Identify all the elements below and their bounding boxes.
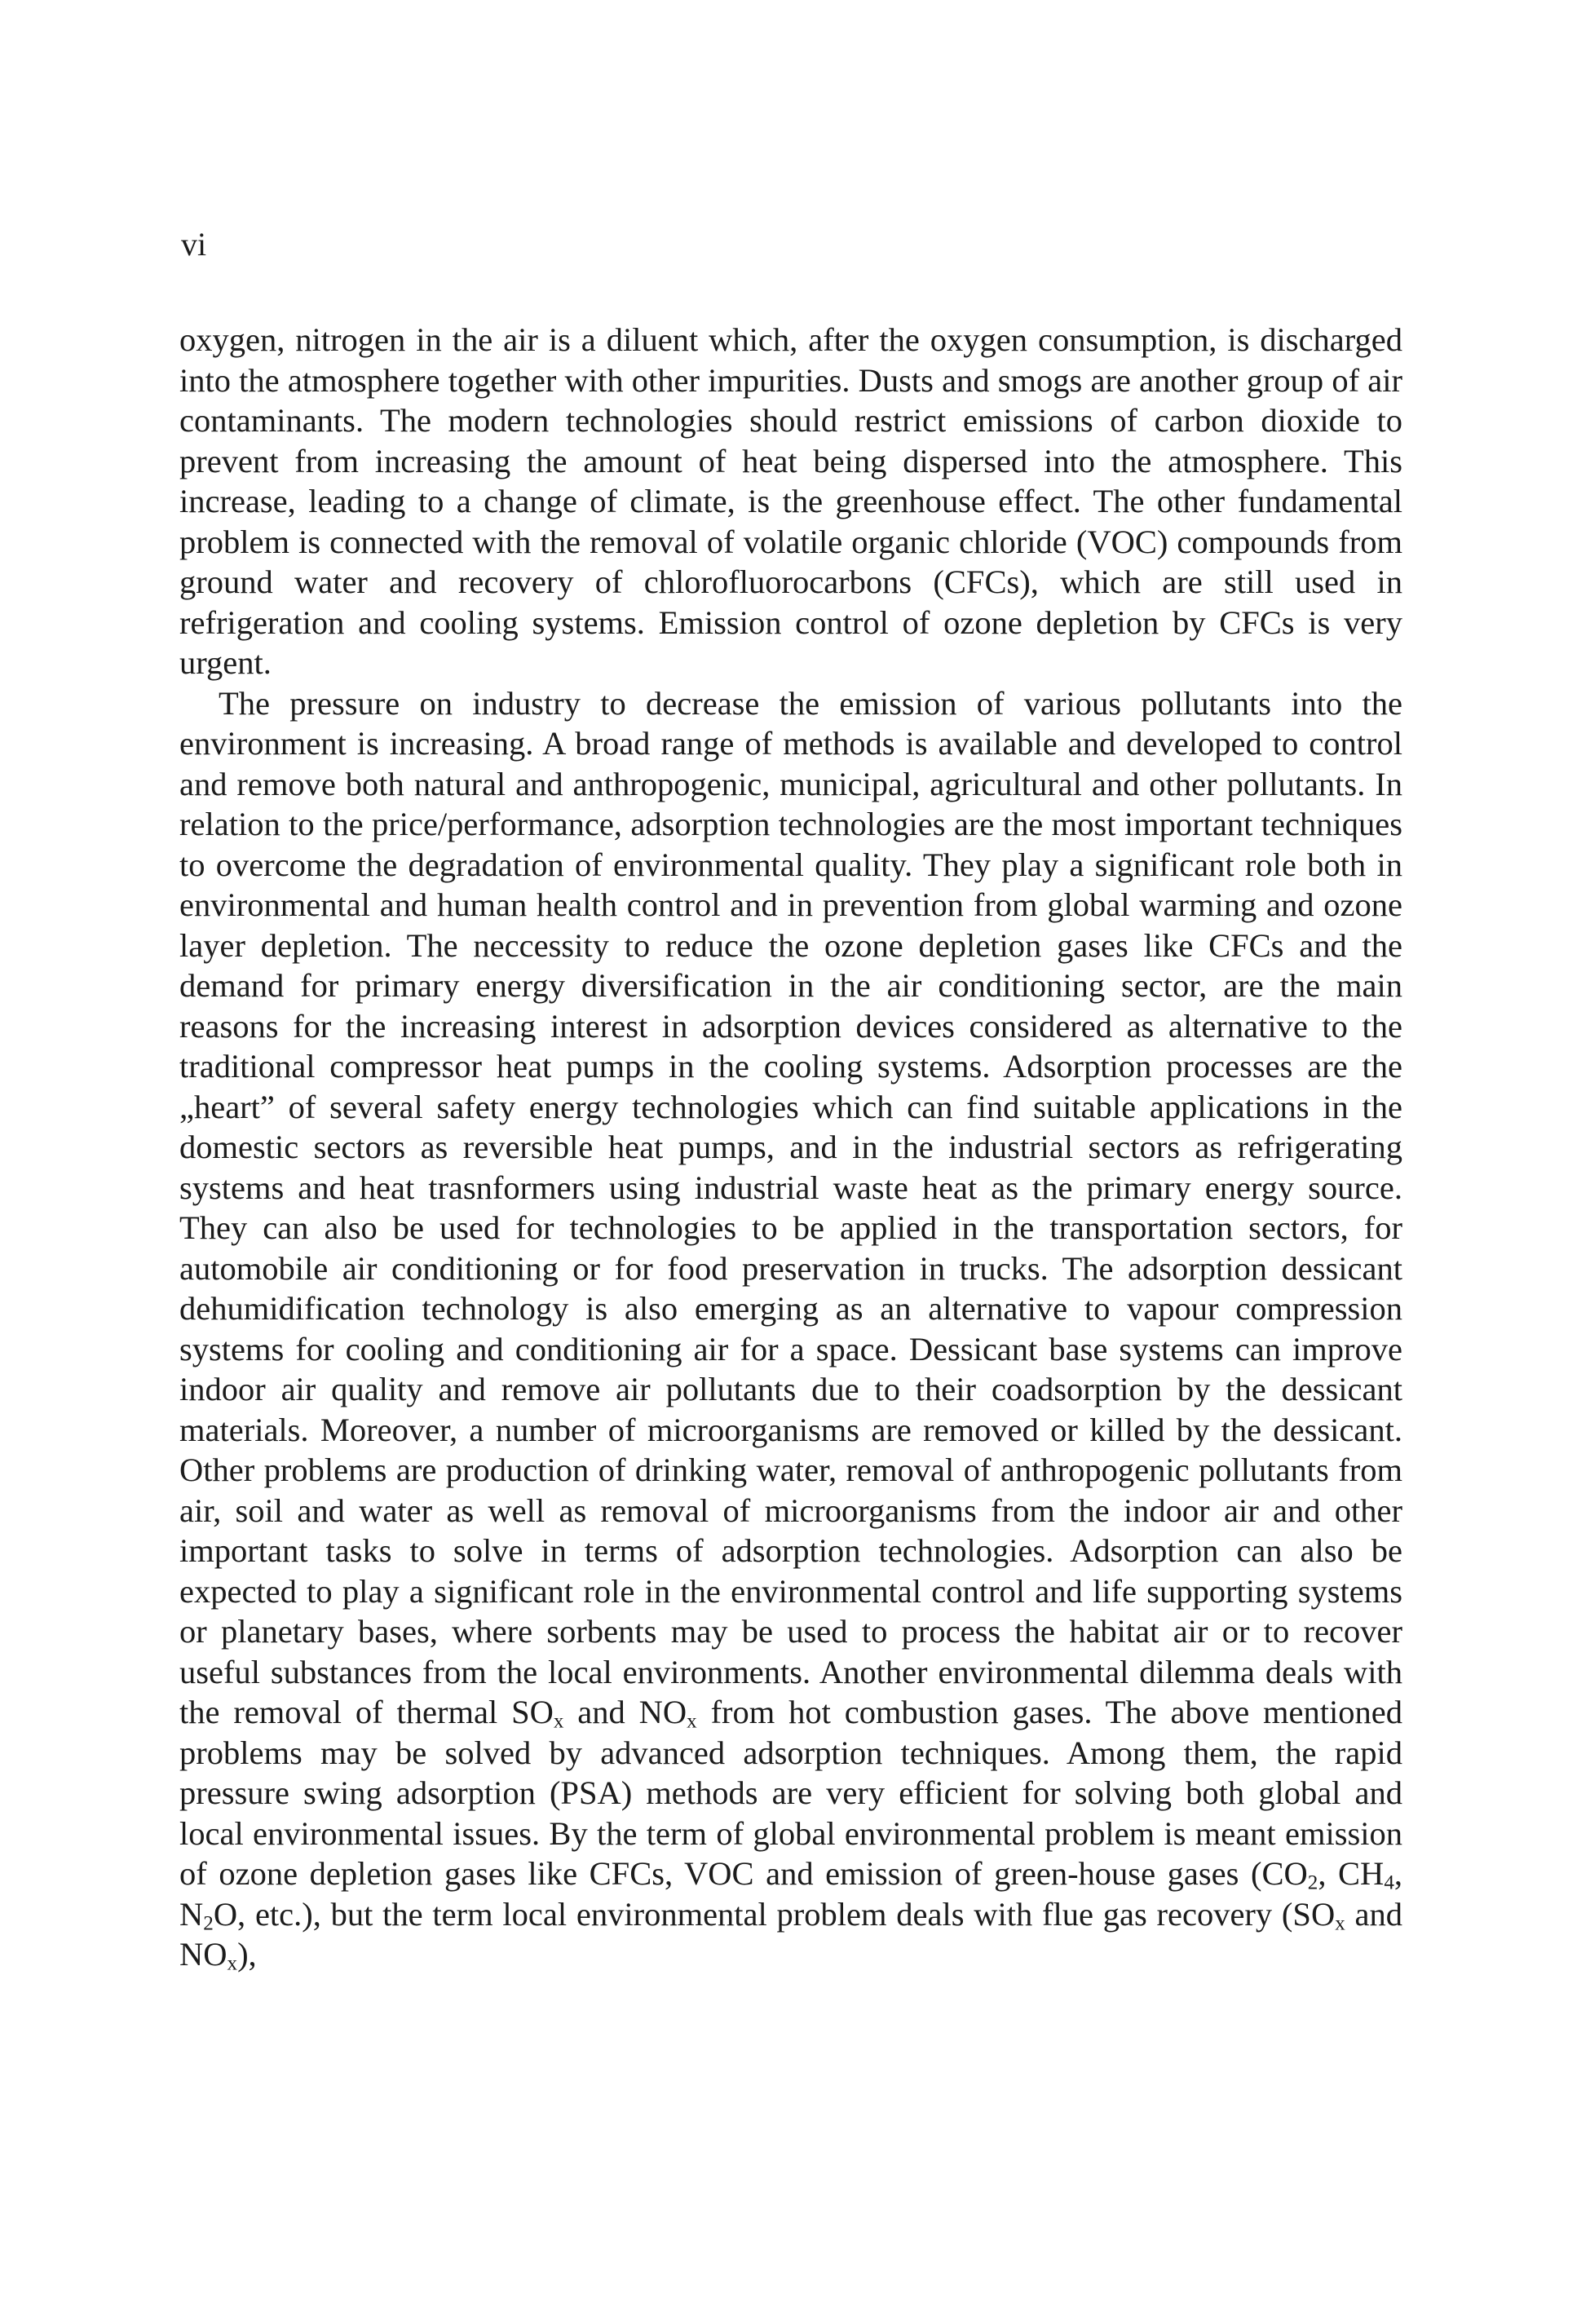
text-run: , N xyxy=(179,1855,1402,1933)
subscript: x xyxy=(687,1710,697,1733)
text-run: The pressure on industry to decrease the emission of various pollutants into the environment is increasing. A broad range of methods is available and developed to control and remove both natural and anthropogenic, municipal, agricultural and other pollutants. In relation to the price/performance, adsorption technologies are the most important techniques to overcome the degradation of environmental quality. They play a significant role both in environmental and human health control and in prevention from global warming and ozone layer depletion. The neccessity to reduce the ozone depletion gases like CFCs and the demand for primary energy diversification in the air conditioning sector, are the main reasons for the increasing interest in adsorption devices considered as alternative to the traditional compressor heat pumps in the cooling systems. Adsorption processes are the „heart” of several safety energy technologies which can find suitable applications in the domestic sectors as reversible heat pumps, and in the industrial sectors as refrigerating systems and heat trasnformers using industrial waste heat as the primary energy source. They can also be used for technologies to be applied in the transportation sectors, for automobile air conditioning or for food preservation in trucks. The adsorption dessicant dehumidification technology is also emerging as an alternative to vapour compression systems for cooling and conditioning air for a space. Dessicant base systems can improve indoor air quality and remove air pollutants due to their coadsorption by the dessicant materials. Moreover, a number of microorganisms are removed or killed by the dessicant. Other problems are production of drinking water, removal of anthropogenic pollutants from air, soil and water as well as removal of microorganisms from the indoor air and other important tasks to solve in terms of adsorption technologies. Adsorption can also be expected to play a significant role in the environmental control and life supporting systems or planetary bases, where sorbents may be used to process the habitat air or to recover useful substances from the local environments. Another environmental dilemma deals with the removal of thermal SO xyxy=(179,684,1402,1730)
body-text xyxy=(179,320,1402,1975)
page-number: vi xyxy=(181,226,207,263)
subscript: 2 xyxy=(1307,1871,1318,1894)
text-run: and NO xyxy=(563,1694,687,1730)
text-run: O, etc.), but the term local environmental problem deals with flue gas recovery (SO xyxy=(213,1895,1336,1933)
text-run: ), xyxy=(237,1936,257,1973)
subscript: 2 xyxy=(203,1912,214,1935)
text-run: from hot combustion gases. The above mentioned problems may be solved by advanced adsorption techniques. Among them, the rapid pressure swing adsorption (PSA) methods are very efficient for solving both global and local environmental issues. By the term of global environmental problem is meant emission of ozone depletion gases like CFCs, VOC and emission of green-house gases (CO xyxy=(179,1694,1402,1892)
text-run: and NO xyxy=(179,1895,1402,1973)
text-run: , CH xyxy=(1318,1855,1385,1892)
subscript: 4 xyxy=(1384,1871,1394,1894)
subscript: x xyxy=(227,1952,238,1975)
paragraph-adsorption-technologies xyxy=(179,683,1402,1975)
subscript: x xyxy=(553,1710,564,1733)
paragraph-continued: oxygen, nitrogen in the air is a diluent which, after the oxygen consumption, is discharged into the atmosphere together with other impurities. Dusts and smogs are another group of air contaminants. The modern technologies should restrict emissions of carbon dioxide to prevent from increasing the amount of heat being dispersed into the atmosphere. This increase, leading to a change of climate, is the greenhouse effect. The other fundamental problem is connected with the removal of volatile organic chloride (VOC) compounds from ground water and recovery of chlorofluorocarbons (CFCs), which are still used in refrigeration and cooling systems. Emission control of ozone depletion by CFCs is very urgent. xyxy=(179,321,1402,681)
subscript: x xyxy=(1335,1912,1345,1935)
